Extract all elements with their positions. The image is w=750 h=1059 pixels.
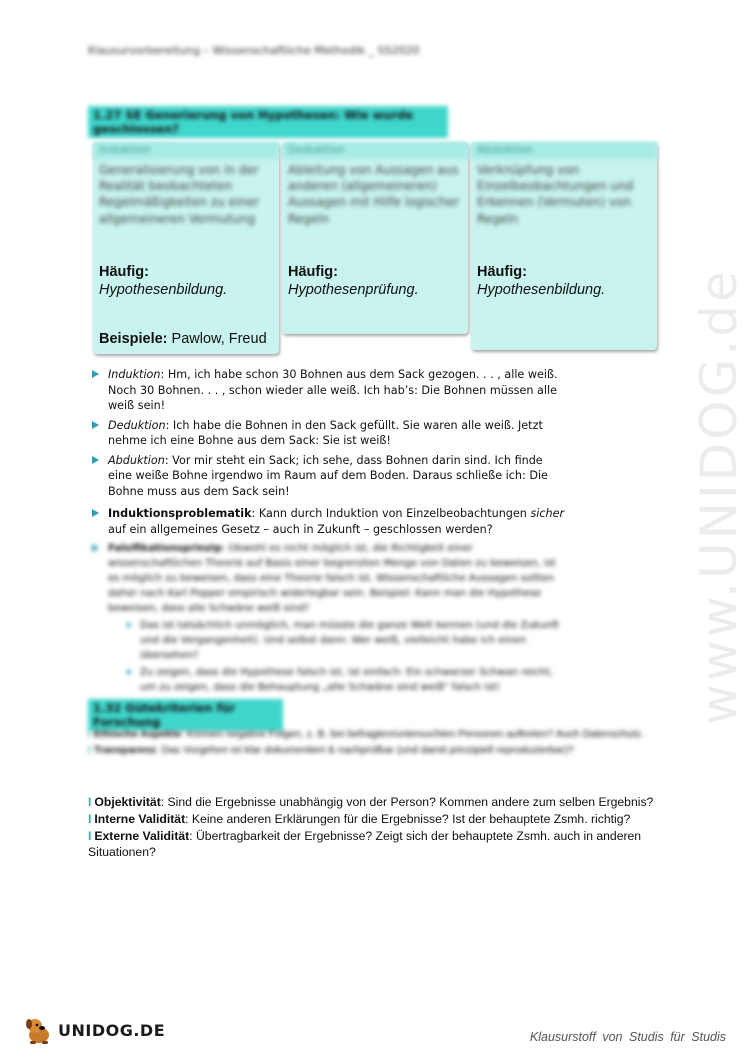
sub-list-item	[126, 618, 570, 663]
criterion-text: : Keine anderen Erklärungen für die Ergebnisse? Ist der behauptete Zsmh. richtig?	[185, 812, 631, 826]
criterion-external-validity	[88, 828, 668, 860]
criterion-term: Interne Validität	[94, 812, 186, 826]
section-heading-criteria: 1.32 Gütekriterien für Forschung	[88, 699, 283, 731]
criterion-bar: I	[88, 744, 91, 756]
criteria-list	[88, 794, 668, 861]
criterion-text: : Sind die Ergebnisse unabhängig von der Person? Kommen andere zum selben Ergebnis?	[160, 795, 654, 809]
bullet-triangle-icon	[92, 509, 99, 517]
bullet-text: : Obwohl es nicht möglich ist, die Richtigkeit einer wissenschaftlichen Theorie auf Basis einer begrenzten Menge von Daten zu beweisen, ist es möglich zu beweisen, dass eine Theorie falsch ist. Wissenschaftliche Aussagen sollten daher nach Karl Popper empirisch widerlegbar sein. Beispiel: Kann man die Hypothese beweisen, dass alle Schwäne weiß sind?	[108, 543, 556, 614]
section-heading-hypotheses: 1.27 SE Generierung von Hypothesen: Wie wurde geschlossen?	[88, 106, 448, 138]
criterion-term: Objektivität	[94, 795, 161, 809]
page-header: Klausurvorbereitung – Wissenschaftliche Methodik _ SS2020	[88, 44, 420, 57]
bullet-emphasis: sicher	[530, 507, 565, 520]
criterion-term: Transparenz	[93, 744, 156, 756]
problem-list	[90, 506, 570, 699]
haeufig-label: Häufig:	[288, 264, 338, 280]
haeufig-label: Häufig:	[99, 264, 149, 280]
bullet-text: : Ich habe die Bohnen in den Sack gefüllt. Sie waren alle weiß. Jetzt nehme ich eine Bohne aus dem Sack: Sie ist weiß!	[108, 418, 543, 447]
dog-mascot-icon	[22, 1015, 56, 1045]
sub-bullet-icon	[127, 669, 132, 675]
criterion-transparency	[88, 743, 668, 758]
criterion-ethics	[88, 727, 668, 742]
bullet-text: : Vor mir steht ein Sack; ich sehe, dass Bohnen darin sind. Ich finde eine weiße Bohne irgendwo im Raum auf dem Boden. Daraus schließe ich: Die Bohne muss aus dem Sack sein!	[108, 453, 548, 498]
bullet-text: : Kann durch Induktion von Einzelbeobachtungen	[251, 507, 531, 520]
criterion-bar: I	[88, 812, 92, 826]
haeufig-value: Hypothesenbildung.	[477, 282, 606, 298]
card-text: Generalisierung von in der Realität beobachteten Regelmäßigkeiten zu einer allgemeineren Vermutung	[99, 163, 260, 226]
logo-text: UNIDOG.DE	[58, 1020, 166, 1040]
bullet-text: : Hm, ich habe schon 30 Bohnen aus dem Sack gezogen. . . , alle weiß. Noch 30 Bohnen. . . , schon wieder alle weiß. Ich hab’s: Die Bohnen müssen alle weiß sein!	[108, 368, 558, 412]
card-deduktion	[282, 142, 468, 334]
list-item-induktionsproblematik	[90, 506, 570, 537]
criterion-bar: I	[88, 795, 92, 809]
card-text: Verknüpfung von Einzelbeobachtungen und Erkennen (Vermuten) von Regeln	[477, 163, 634, 226]
sub-list-item	[126, 665, 570, 695]
haeufig-value: Hypothesenbildung.	[99, 282, 228, 298]
examples-list	[90, 367, 570, 503]
bullet-triangle-icon	[92, 544, 99, 552]
list-item	[90, 367, 570, 414]
bullet-term: Falsifikationsprinzip	[108, 543, 222, 554]
card-title: Abduktion	[471, 142, 657, 159]
list-item	[90, 453, 570, 500]
criterion-text: : Übertragbarkeit der Ergebnisse? Zeigt sich der behauptete Zsmh. auch in anderen Situationen?	[88, 829, 642, 859]
criterion-internal-validity	[88, 811, 668, 827]
card-abduktion	[471, 142, 657, 350]
watermark: www.UNIDOG.de	[690, 268, 748, 725]
card-title: Induktion	[93, 142, 279, 159]
criteria-blurred	[88, 727, 668, 759]
criterion-objectivity	[88, 794, 668, 810]
criterion-text: : Das Vorgehen ist klar dokumentiert & nachprüfbar (und damit prinzipiell reproduzierbar)?	[155, 744, 574, 756]
bullet-term: Deduktion	[108, 418, 166, 432]
criterion-bar: I	[88, 728, 91, 740]
footer-tagline: Klausurstoff von Studis für Studis	[529, 1030, 726, 1044]
card-title: Deduktion	[282, 142, 468, 159]
criterion-text: : Können negative Folgen, z. B. bei befragten/untersuchten Personen auftreten? Auch Datenschutz.	[181, 728, 644, 740]
bullet-text: auf ein allgemeines Gesetz – auch in Zukunft – geschlossen werden?	[108, 522, 493, 536]
haeufig-value: Hypothesenprüfung.	[288, 282, 419, 298]
criterion-bar: I	[88, 829, 92, 843]
list-item	[90, 418, 570, 449]
beispiele-label: Beispiele:	[99, 331, 168, 347]
bullet-term: Induktion	[108, 368, 161, 381]
criterion-term: Ethische Aspekte	[93, 728, 182, 740]
sub-text: Das ist tatsächlich unmöglich, man müsste die ganze Welt kennen (und die Zukunft und die Vergangenheit). Und selbst dann: Wer weiß, vielleicht habe ich einen übersehen?	[140, 620, 560, 661]
sub-text: Zu zeigen, dass die Hypothese falsch ist, ist einfach: Ein schwarzer Schwan reicht, um zu zeigen, dass die Behauptung „alle Schwäne sind weiß“ falsch ist!	[140, 667, 553, 693]
sub-bullet-icon	[127, 622, 132, 628]
list-item-falsifikation	[90, 541, 570, 695]
card-text: Ableitung von Aussagen aus anderen (allgemeineren) Aussagen mit Hilfe logischer Regeln	[288, 163, 460, 226]
beispiele-line	[99, 331, 267, 347]
card-induktion	[93, 142, 279, 354]
bullet-triangle-icon	[92, 370, 99, 378]
bullet-term: Induktionsproblematik	[108, 507, 252, 520]
criterion-term: Externe Validität	[94, 829, 190, 843]
unidog-logo	[22, 1015, 165, 1045]
bullet-triangle-icon	[92, 456, 99, 464]
bullet-term: Abduktion	[108, 453, 165, 467]
beispiele-value: Pawlow, Freud	[167, 331, 267, 347]
bullet-triangle-icon	[92, 421, 99, 429]
haeufig-label: Häufig:	[477, 264, 527, 280]
